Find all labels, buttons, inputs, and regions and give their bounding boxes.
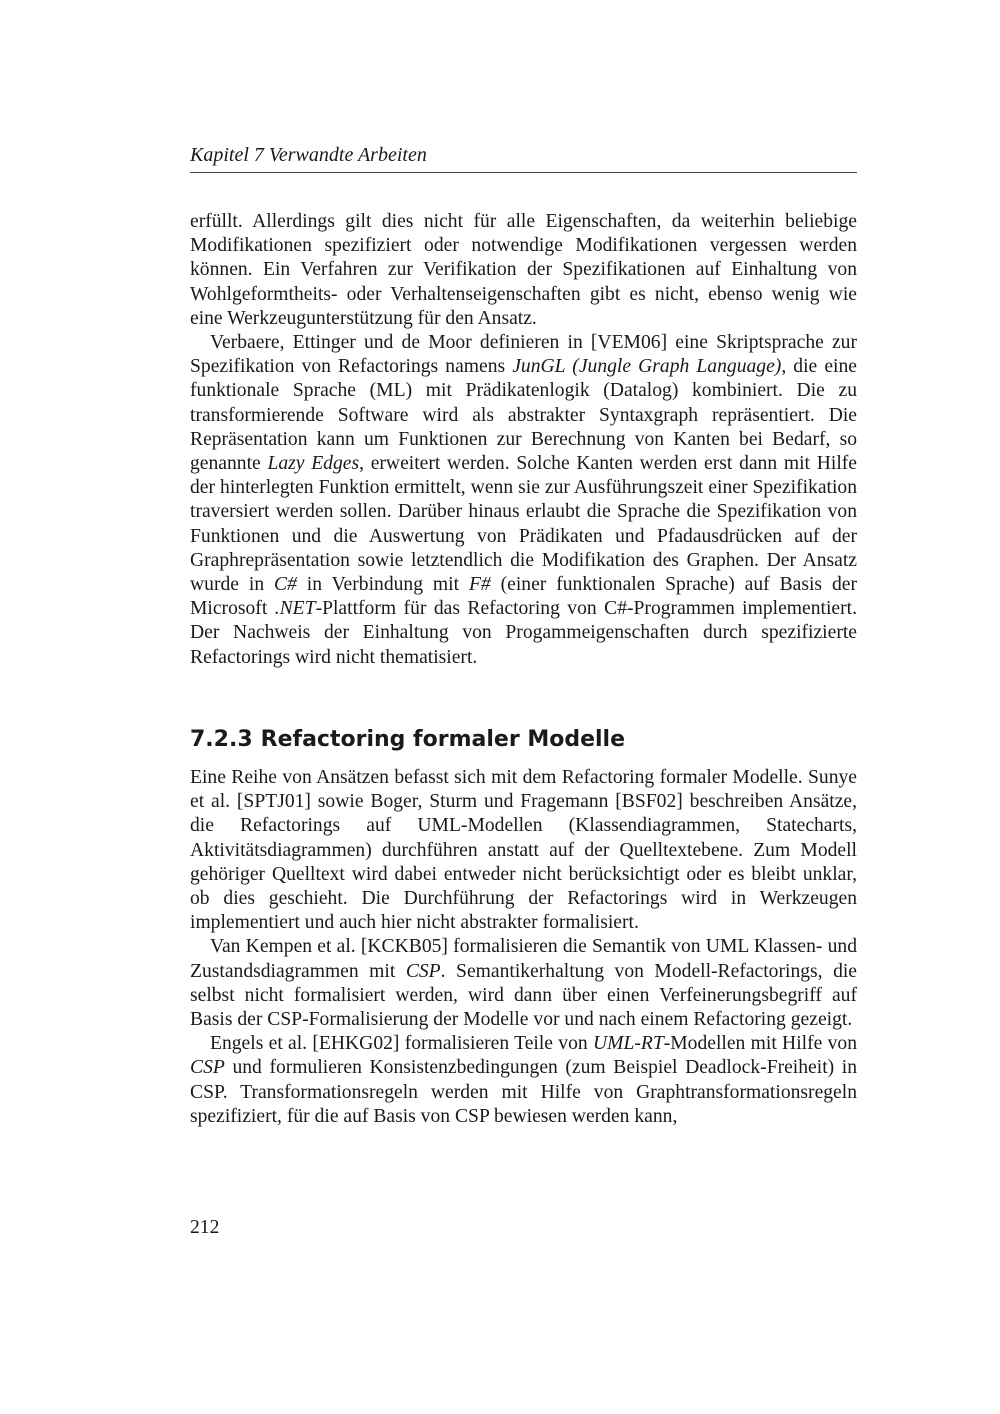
text-run: Verbaere, Ettinger und de Moor definieren in [VEM06] eine Skriptsprache zur Spezifikation von Refactorings namens (190, 332, 857, 378)
text-run: , erweitert werden. Solche Kanten werden erst dann mit Hilfe der hinterlegten Funktion ermittelt, wenn sie zur Ausführungszeit einer Spezifikation traversiert werden sollen. Darüber hinaus erlaubt die Sprache die Spezifikation von Funktionen und die Auswertung von Prädikaten und Pfadausdrücken auf der Graphrepräsentation sowie letztendlich die Modifikation des Graphen. Der Ansatz wurde in (190, 453, 857, 596)
text-run: . Semantikerhaltung von Modell-Refactorings, die selbst nicht formalisiert werden, wird dann über einen Verfeinerungsbegriff auf Basis der CSP-Formalisierung der Modelle vor und nach einem Refactoring gezeigt. (190, 960, 858, 1031)
body-text-top (190, 210, 857, 670)
running-header (190, 140, 857, 173)
section-number: 7.2.3 (190, 727, 253, 752)
text-run: Eine Reihe von Ansätzen befasst sich mit dem Refactoring formaler Modelle. Sunye et al. [SPTJ01] sowie Boger, Sturm und Fragemann [BSF02] beschreiben Ansätze, die Refactorings auf UML-Modellen (Klassendiagrammen, Statecharts, Aktivitätsdiagrammen) durchführen anstatt auf der Quelltextebene. Zum Modell gehöriger Quelltext wird dabei entweder nicht berücksichtigt oder es bleibt unklar, ob dies geschieht. Die Durchführung der Refactorings wird in Werkzeugen implementiert und auch hier nicht abstrakter formalisiert. (190, 767, 857, 934)
text-run-italic: F# (468, 574, 491, 596)
page-number (190, 1214, 219, 1242)
text-run: , die eine funktionale Sprache (ML) mit Prädikatenlogik (Datalog) kombiniert. Die zu transformierende Software wird als abstrakter Syntaxgraph repräsentiert. Die Repräsentation kann um Funktionen zur Berechnung von Kanten bei Bedarf, so genannte (190, 356, 857, 475)
paragraph (190, 935, 857, 1032)
paragraph (190, 331, 857, 670)
text-run-italic: CSP (190, 1057, 225, 1079)
text-run: Van Kempen et al. [KCKB05] formalisieren die Semantik von UML Klassen- und Zustandsdiagrammen mit (190, 936, 857, 982)
text-run-italic: CSP (405, 960, 441, 982)
text-run-italic: .NET (274, 598, 316, 620)
paragraph (190, 210, 857, 331)
text-run: in Verbindung mit (296, 574, 469, 596)
paragraph (190, 766, 857, 935)
text-run-italic: UML-RT (592, 1033, 664, 1055)
section-heading (190, 724, 857, 756)
section-title: Refactoring formaler Modelle (260, 727, 626, 752)
text-run: -Modellen mit Hilfe von (663, 1033, 857, 1055)
text-run: (einer funktionalen Sprache) auf Basis der Microsoft (190, 574, 857, 620)
text-run: erfüllt. Allerdings gilt dies nicht für alle Eigenschaften, da weiterhin beliebige Modifikationen spezifiziert oder notwendige Modifikationen vergessen werden können. Ein Verfahren zur Verifikation der Spezifikationen auf Einhaltung von Wohlgeformtheits- oder Verhaltenseigenschaften gibt es nicht, ebenso wenig wie eine Werkzeugunterstützung für den Ansatz. (190, 211, 857, 329)
running-header-title: Kapitel 7 Verwandte Arbeiten (190, 144, 427, 166)
text-run-italic: C# (274, 574, 297, 596)
paragraph (190, 1032, 857, 1129)
text-run: -Plattform für das Refactoring von C#-Programmen implementiert. Der Nachweis der Einhaltung von Progammeigenschaften durch spezifizierte Refactorings wird nicht thematisiert. (190, 598, 857, 668)
page-number-text: 212 (190, 1217, 220, 1238)
body-text-section (190, 766, 857, 1129)
text-run: und formulieren Konsistenzbedingungen (zum Beispiel Deadlock-Freiheit) in CSP. Transformationsregeln werden mit Hilfe von Graphtransformationsregeln spezifiziert, für die auf Basis von CSP bewiesen werden kann, (190, 1057, 857, 1127)
text-run: Engels et al. [EHKG02] formalisieren Teile von (210, 1033, 593, 1055)
text-run-italic: Lazy Edges (267, 453, 360, 475)
text-run-italic: JunGL (Jungle Graph Language) (512, 356, 782, 378)
